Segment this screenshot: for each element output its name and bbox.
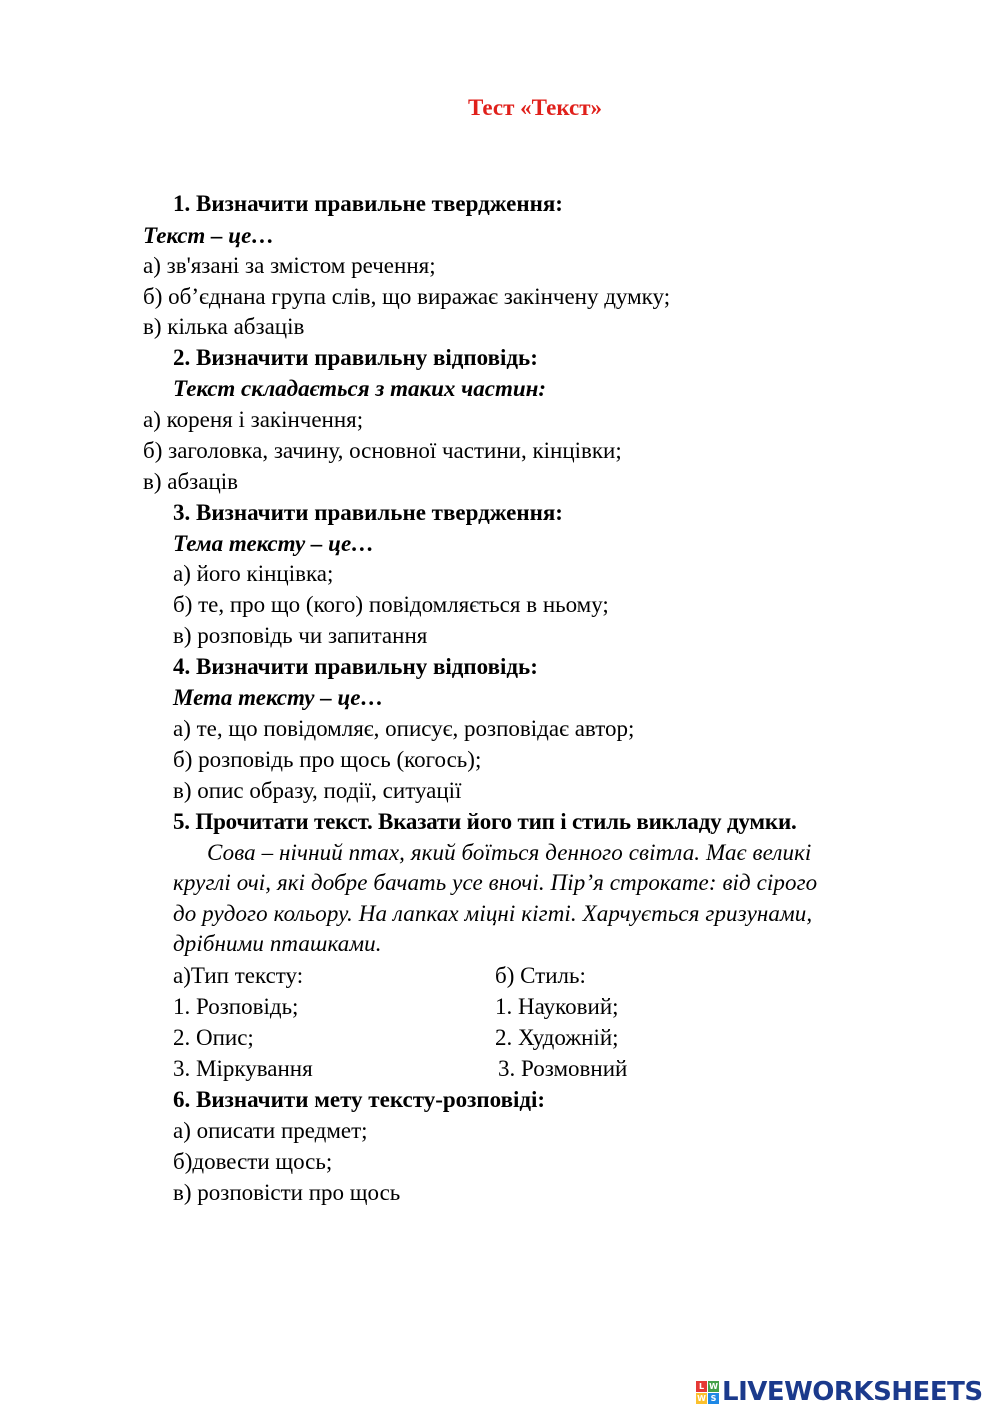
question-5-passage-line-1: Сова – нічний птах, який боїться денного світла. Має великі <box>207 840 812 865</box>
question-5-passage-line-2: круглі очі, які добре бачать усе вночі. Пір’я строкате: від сірого <box>173 870 818 895</box>
question-6-option-b[interactable]: б)довести щось; <box>173 1149 333 1174</box>
question-4-option-b[interactable]: б) розповідь про щось (когось); <box>173 747 482 772</box>
question-4-prompt: Мета тексту – це… <box>173 685 384 710</box>
question-4-heading: 4. Визначити правильну відповідь: <box>173 654 538 679</box>
question-2-prompt: Текст складається з таких частин: <box>173 376 547 401</box>
question-5-heading: 5. Прочитати текст. Вказати його тип і стиль викладу думки. <box>173 809 797 834</box>
question-3-option-b[interactable]: б) те, про що (кого) повідомляється в ньому; <box>173 592 609 617</box>
question-2-heading: 2. Визначити правильну відповідь: <box>173 345 538 370</box>
text-style-option-2[interactable]: 2. Художній; <box>495 1025 619 1050</box>
question-6-option-a[interactable]: а) описати предмет; <box>173 1118 368 1143</box>
text-type-option-1[interactable]: 1. Розповідь; <box>173 994 299 1019</box>
question-6-heading: 6. Визначити мету тексту-розповіді: <box>173 1087 546 1112</box>
logo-mark-icon: L W W S <box>697 1381 718 1403</box>
question-3-option-c[interactable]: в) розповідь чи запитання <box>173 623 428 648</box>
text-style-option-3[interactable]: 3. Розмовний <box>498 1056 628 1081</box>
question-5-passage-line-4: дрібними пташками. <box>173 931 382 956</box>
question-2-option-b[interactable]: б) заголовка, зачину, основної частини, кінцівки; <box>143 438 622 463</box>
question-3-heading: 3. Визначити правильне твердження: <box>173 500 563 525</box>
question-4-option-c[interactable]: в) опис образу, події, ситуації <box>173 778 462 803</box>
page-title: Тест «Текст» <box>467 95 603 120</box>
question-6-option-c[interactable]: в) розповісти про щось <box>173 1180 401 1205</box>
question-3-prompt: Тема тексту – це… <box>173 531 375 556</box>
text-style-option-1[interactable]: 1. Науковий; <box>495 994 619 1019</box>
text-type-option-2[interactable]: 2. Опис; <box>173 1025 254 1050</box>
text-style-label: б) Стиль: <box>495 963 586 988</box>
question-1-option-b[interactable]: б) об’єднана група слів, що виражає закінчену думку; <box>143 284 671 309</box>
logo-text: LIVEWORKSHEETS <box>722 1377 983 1407</box>
question-3-option-a[interactable]: а) його кінцівка; <box>173 561 334 586</box>
question-2-option-a[interactable]: а) кореня і закінчення; <box>143 407 364 432</box>
question-5-passage-line-3: до рудого кольору. На лапках міцні кігті. Харчується гризунами, <box>173 901 813 926</box>
text-type-label: а)Тип тексту: <box>173 963 304 988</box>
question-1-option-c[interactable]: в) кілька абзаців <box>143 314 305 339</box>
question-1-heading: 1. Визначити правильне твердження: <box>173 191 563 216</box>
question-1-prompt: Текст – це… <box>143 223 275 248</box>
liveworksheets-logo[interactable] <box>696 1376 983 1408</box>
question-2-option-c[interactable]: в) абзаців <box>143 469 239 494</box>
question-4-option-a[interactable]: а) те, що повідомляє, описує, розповідає автор; <box>173 716 635 741</box>
text-type-option-3[interactable]: 3. Міркування <box>173 1056 313 1081</box>
question-1-option-a[interactable]: а) зв'язані за змістом речення; <box>143 253 436 278</box>
